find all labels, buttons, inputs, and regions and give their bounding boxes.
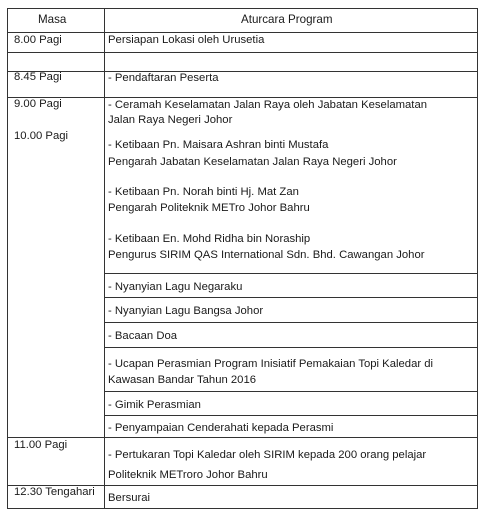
program-item: - Gimik Perasmian [108, 399, 201, 411]
row-time: 10.00 Pagi [14, 130, 69, 142]
program-item: - Pendaftaran Peserta [108, 72, 219, 84]
program-item: Politeknik METroro Johor Bahru [108, 469, 268, 481]
row-time: 8.00 Pagi [14, 34, 62, 46]
program-item: Pengarah Jabatan Keselamatan Jalan Raya Negeri Johor [108, 156, 397, 168]
program-item: Pengurus SIRIM QAS International Sdn. Bhd. Cawangan Johor [108, 249, 425, 261]
program-item: Bersurai [108, 492, 151, 504]
row-divider [8, 52, 477, 53]
program-item: - Ketibaan En. Mohd Ridha bin Noraship [108, 233, 311, 245]
row-divider [8, 437, 477, 438]
header-program: Aturcara Program [241, 13, 333, 26]
program-item: Kawasan Bandar Tahun 2016 [108, 374, 257, 386]
item-divider [104, 273, 477, 274]
item-divider [104, 415, 477, 416]
program-item: - Ucapan Perasmian Program Inisiatif Pemakaian Topi Kaledar di [108, 358, 434, 370]
program-item: - Penyampaian Cenderahati kepada Perasmi [108, 422, 334, 434]
program-item: - Nyanyian Lagu Bangsa Johor [108, 305, 264, 317]
row-time: 9.00 Pagi [14, 98, 62, 110]
program-item: - Ketibaan Pn. Norah binti Hj. Mat Zan [108, 186, 299, 198]
item-divider [104, 322, 477, 323]
program-item: Jalan Raya Negeri Johor [108, 114, 233, 126]
row-time: 11.00 Pagi [14, 439, 68, 451]
schedule-table [7, 8, 478, 509]
column-divider [104, 9, 105, 508]
program-item: - Ketibaan Pn. Maisara Ashran binti Mustafa [108, 139, 329, 151]
program-item: - Bacaan Doa [108, 330, 178, 342]
header-time: Masa [38, 13, 67, 26]
item-divider [104, 347, 477, 348]
row-divider [8, 71, 477, 72]
item-divider [104, 391, 477, 392]
row-time: 12.30 Tengahari [14, 486, 95, 498]
program-item: - Ceramah Keselamatan Jalan Raya oleh Jabatan Keselamatan [108, 99, 428, 111]
program-item: Persiapan Lokasi oleh Urusetia [108, 34, 265, 46]
row-time: 8.45 Pagi [14, 71, 62, 83]
program-item: - Pertukaran Topi Kaledar oleh SIRIM kepada 200 orang pelajar [108, 449, 427, 461]
item-divider [104, 297, 477, 298]
program-item: Pengarah Politeknik METro Johor Bahru [108, 202, 310, 214]
program-item: - Nyanyian Lagu Negaraku [108, 281, 243, 293]
